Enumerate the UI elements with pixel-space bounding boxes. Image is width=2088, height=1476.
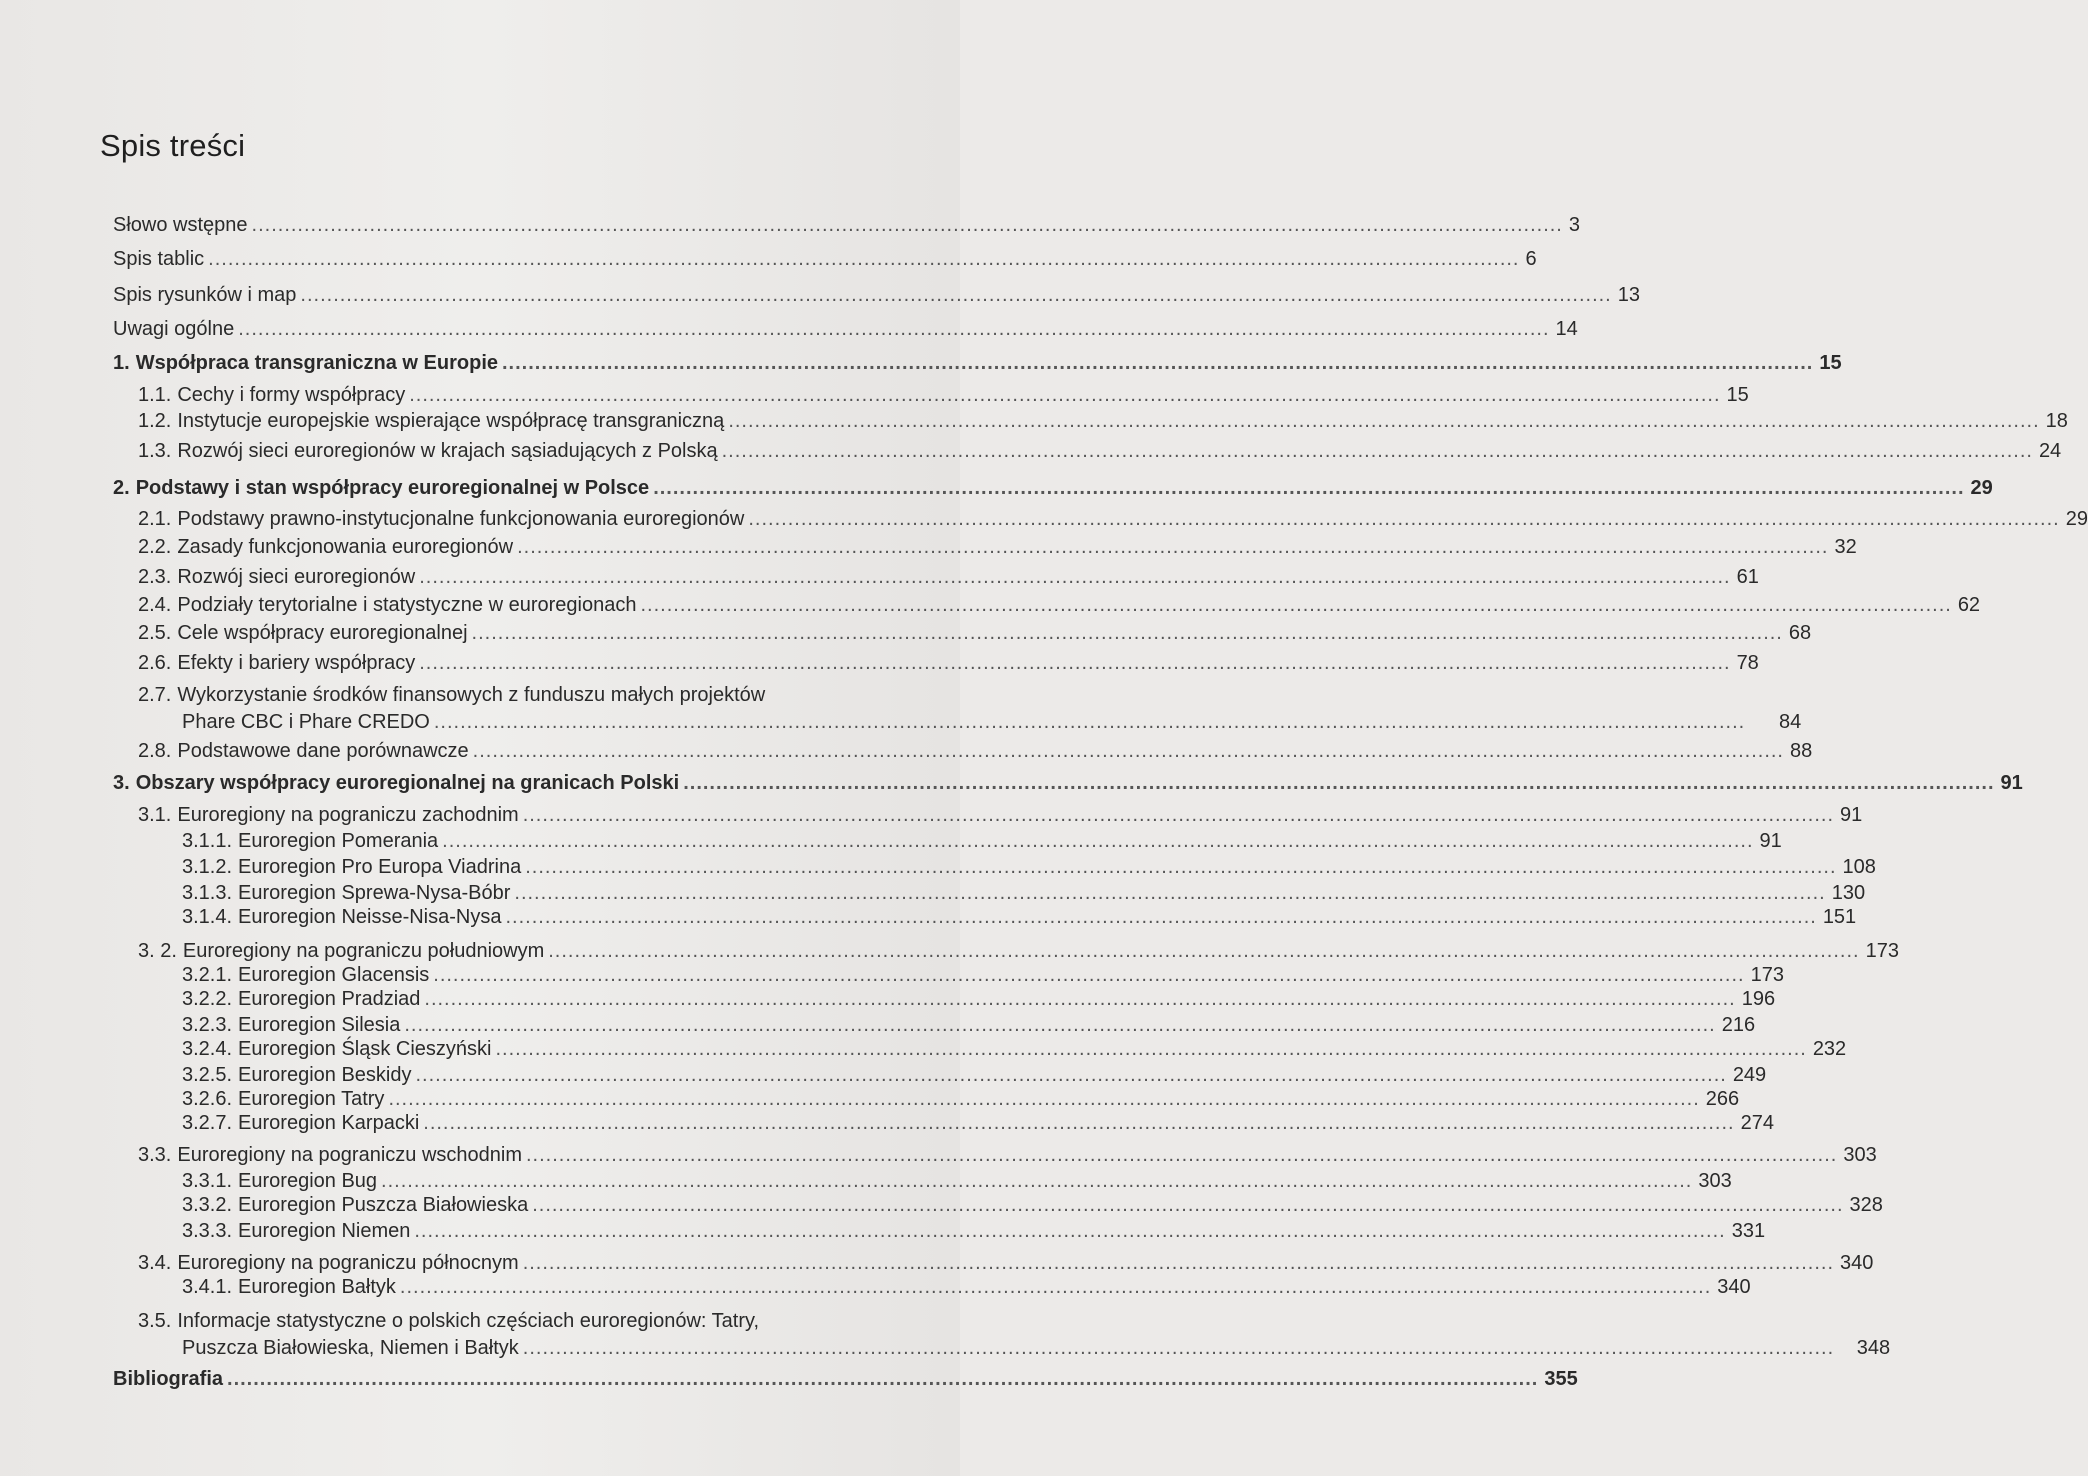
leader-dots: [505, 906, 1816, 929]
toc-page-number: 62: [1957, 594, 1981, 616]
leader-dots: [640, 594, 1951, 617]
leader-dots: [409, 384, 1720, 407]
toc-number: 2.8.: [138, 740, 172, 762]
toc-entry: [138, 384, 1749, 407]
toc-title: Euroregiony na pograniczu zachodnim: [177, 804, 519, 826]
toc-number: 3.2.1.: [182, 964, 233, 986]
toc-title: Euroregion Glacensis: [238, 964, 430, 986]
toc-entry: [138, 1144, 1877, 1167]
toc-page-number: 61: [1736, 566, 1759, 588]
toc-entry: [113, 772, 2023, 795]
toc-title: Instytucje europejskie wspierające współpracę transgraniczną: [177, 410, 725, 432]
toc-page-number: 18: [2045, 410, 2068, 432]
toc-entry: [113, 318, 1578, 341]
toc-title: Euroregion Niemen: [238, 1220, 411, 1242]
toc-entry: [138, 440, 2062, 463]
toc-entry: [182, 1064, 1767, 1087]
leader-dots: [523, 1252, 1834, 1275]
toc-title: Euroregion Karpacki: [238, 1112, 420, 1134]
toc-title: Euroregion Silesia: [238, 1014, 401, 1036]
toc-entry: [182, 1194, 1883, 1217]
toc-title: Euroregion Pomerania: [238, 830, 439, 852]
toc-number: 3.1.4.: [182, 906, 233, 928]
toc-entry: [113, 214, 1580, 237]
toc-page-number: 266: [1705, 1088, 1740, 1110]
leader-dots: [526, 1144, 1837, 1167]
toc-title: Uwagi ogólne: [113, 318, 235, 340]
toc-page-number: 355: [1544, 1368, 1578, 1390]
toc-page-number: 249: [1732, 1064, 1767, 1086]
leader-dots: [415, 1064, 1726, 1087]
toc-title: Euroregiony na pograniczu południowym: [182, 940, 545, 962]
leader-dots: [722, 440, 2033, 463]
toc-title: Cechy i formy współpracy: [177, 384, 406, 406]
toc-title: Podstawy prawno-instytucjonalne funkcjonowania euroregionów: [177, 508, 745, 530]
leader-dots: [400, 1276, 1711, 1299]
toc-entry: [182, 1112, 1774, 1135]
toc-number: 3.3.3.: [182, 1220, 233, 1242]
toc-title: Euroregion Bałtyk: [238, 1276, 396, 1298]
toc-entry: [113, 477, 1993, 500]
leader-dots: [523, 1337, 1834, 1360]
toc-page-number: 274: [1740, 1112, 1774, 1134]
toc-number: 1.2.: [138, 410, 172, 432]
toc-title: Efekty i bariery współpracy: [177, 652, 416, 674]
leader-dots: [442, 830, 1753, 853]
toc-page-number: 14: [1555, 318, 1578, 340]
toc-number: 3.: [113, 772, 130, 794]
toc-number: 3.1.2.: [182, 856, 233, 878]
toc-number: 2.4.: [138, 594, 172, 616]
toc-entry: [138, 536, 1857, 559]
toc-page-number: 88: [1789, 740, 1813, 762]
toc-entry: [138, 1252, 1874, 1275]
toc-number: 2.2.: [138, 536, 172, 558]
toc-number: 3.4.: [138, 1252, 172, 1274]
toc-page-number: 173: [1865, 940, 1899, 962]
toc-page-number: 78: [1736, 652, 1759, 674]
toc-entry: [182, 1038, 1847, 1061]
page-title: Spis treści: [100, 128, 246, 163]
leader-dots: [728, 410, 2039, 433]
toc-number: 2.3.: [138, 566, 172, 588]
toc-entry: [182, 1276, 1751, 1299]
toc-entry: [138, 622, 1812, 645]
toc-title: Spis tablic: [113, 248, 205, 270]
toc-page-number: 303: [1843, 1144, 1877, 1166]
leader-dots: [424, 988, 1735, 1011]
toc-title: Słowo wstępne: [113, 214, 248, 236]
toc-title: Euroregiony na pograniczu wschodnim: [177, 1144, 522, 1166]
toc-number: 3.2.2.: [182, 988, 233, 1010]
toc-page-number: 331: [1731, 1220, 1766, 1242]
toc-number: 3.2.7.: [182, 1112, 233, 1134]
leader-dots: [414, 1220, 1725, 1243]
toc-entry: [182, 830, 1782, 853]
toc-page-number: 340: [1717, 1276, 1751, 1298]
leader-dots: [388, 1088, 1699, 1111]
toc-title-continued: Phare CBC i Phare CREDO: [182, 711, 430, 733]
toc-entry: [182, 1014, 1756, 1037]
toc-title: Euroregion Pro Europa Viadrina: [238, 856, 522, 878]
toc-number: 3.3.: [138, 1144, 172, 1166]
leader-dots: [525, 856, 1836, 879]
leader-dots: [419, 652, 1730, 675]
toc-title: Obszary współpracy euroregionalnej na granicach Polski: [135, 772, 680, 794]
toc-title-continued: Puszcza Białowieska, Niemen i Bałtyk: [182, 1337, 519, 1359]
toc-number: 3.3.1.: [182, 1170, 233, 1192]
toc-title: Euroregion Sprewa-Nysa-Bóbr: [238, 882, 511, 904]
leader-dots: [434, 711, 1745, 734]
toc-page-number: 15: [1819, 352, 1842, 374]
toc-page-number: 108: [1842, 856, 1876, 878]
toc-number: 3.1.3.: [182, 882, 233, 904]
leader-dots: [419, 566, 1730, 589]
leader-dots: [238, 318, 1549, 341]
leader-dots: [548, 940, 1859, 963]
leader-dots: [523, 804, 1834, 827]
toc-entry: [182, 1088, 1740, 1111]
toc-entry: [182, 1220, 1766, 1243]
toc-entry: [182, 856, 1876, 879]
toc-number: 3.1.1.: [182, 830, 233, 852]
toc-title: Cele współpracy euroregionalnej: [177, 622, 468, 644]
toc-title: Informacje statystyczne o polskich częściach euroregionów: Tatry,: [177, 1310, 760, 1332]
leader-dots: [472, 622, 1783, 645]
toc-page-number: 91: [1759, 830, 1782, 852]
toc-page-number: 348: [1856, 1337, 1891, 1359]
toc-number: 2.1.: [138, 508, 172, 530]
toc-number: 3.2.3.: [182, 1014, 233, 1036]
toc-title: Spis rysunków i map: [113, 284, 297, 306]
toc-title: Rozwój sieci euroregionów w krajach sąsiadujących z Polską: [177, 440, 718, 462]
toc-title: Rozwój sieci euroregionów: [177, 566, 416, 588]
leader-dots: [433, 964, 1744, 987]
toc-title: Podziały terytorialne i statystyczne w euroregionach: [177, 594, 637, 616]
toc-entry: [113, 284, 1640, 307]
leader-dots: [748, 508, 2059, 531]
leader-dots: [502, 352, 1813, 375]
toc-number: 2.5.: [138, 622, 172, 644]
toc-page-number: 68: [1788, 622, 1812, 644]
leader-dots: [208, 248, 1519, 271]
toc-page-number: 216: [1721, 1014, 1756, 1036]
toc-page-number: 130: [1831, 882, 1866, 904]
toc-page-number: 29: [2065, 508, 2088, 530]
toc-entry: [138, 804, 1863, 827]
toc-entry: [113, 352, 1842, 375]
toc-title: Podstawy i stan współpracy euroregionalnej w Polsce: [135, 477, 650, 499]
toc-entry: [138, 652, 1759, 675]
toc-number: 3.1.: [138, 804, 172, 826]
toc-title: Euroregion Neisse-Nisa-Nysa: [238, 906, 502, 928]
toc-entry: [182, 906, 1857, 929]
toc-page-number: 196: [1741, 988, 1776, 1010]
toc-page-number: 32: [1834, 536, 1857, 558]
toc-title: Euroregion Beskidy: [238, 1064, 412, 1086]
toc-title: Euroregion Pradziad: [238, 988, 421, 1010]
leader-dots: [381, 1170, 1692, 1193]
toc-page-number: 328: [1849, 1194, 1883, 1216]
toc-entry: [182, 988, 1776, 1011]
leader-dots: [252, 214, 1563, 237]
toc-number: 1.: [113, 352, 130, 374]
leader-dots: [532, 1194, 1843, 1217]
toc-page-number: 91: [2000, 772, 2023, 794]
toc-entry: [182, 964, 1784, 987]
toc-number: 3.2.4.: [182, 1038, 233, 1060]
toc-entry: [138, 410, 2068, 433]
toc-entry: [113, 1368, 1578, 1391]
leader-dots: [227, 1368, 1538, 1391]
toc-page-number: 151: [1822, 906, 1857, 928]
toc-entry: [138, 684, 1802, 734]
toc-title: Euroregion Śląsk Cieszyński: [238, 1038, 492, 1060]
toc-number: 3.4.1.: [182, 1276, 233, 1298]
toc-entry: [182, 1170, 1732, 1193]
toc-entry: [138, 566, 1759, 589]
toc-page-number: 3: [1568, 214, 1580, 236]
toc-page-number: 173: [1750, 964, 1784, 986]
toc-title: Współpraca transgraniczna w Europie: [135, 352, 498, 374]
toc-page-number: 13: [1617, 284, 1640, 306]
toc-entry: [113, 248, 1537, 271]
toc-entry: [138, 1310, 1891, 1360]
toc-page-number: 24: [2038, 440, 2062, 462]
toc-page-number: 6: [1525, 248, 1537, 270]
toc-entry: [138, 940, 1899, 963]
toc-number: 3.2.6.: [182, 1088, 233, 1110]
toc-number: 3.3.2.: [182, 1194, 233, 1216]
leader-dots: [300, 284, 1611, 307]
toc-number: 1.1.: [138, 384, 172, 406]
toc-page-number: 91: [1840, 804, 1863, 826]
toc-title: Euroregion Bug: [238, 1170, 378, 1192]
toc-page-number: 84: [1778, 711, 1802, 733]
leader-dots: [473, 740, 1784, 763]
toc-page-number: 15: [1726, 384, 1749, 406]
leader-dots: [423, 1112, 1734, 1135]
toc-title: Wykorzystanie środków finansowych z funduszu małych projektów: [177, 684, 766, 706]
toc-entry: [182, 882, 1866, 905]
leader-dots: [683, 772, 1994, 795]
leader-dots: [495, 1038, 1806, 1061]
toc-number: 3.5.: [138, 1310, 172, 1332]
toc-entry: [138, 740, 1813, 763]
toc-title: Euroregion Tatry: [238, 1088, 385, 1110]
toc-title: Euroregion Puszcza Białowieska: [238, 1194, 529, 1216]
leader-dots: [517, 536, 1828, 559]
toc-title: Podstawowe dane porównawcze: [177, 740, 469, 762]
toc-number: 2.7.: [138, 684, 172, 706]
toc-title: Zasady funkcjonowania euroregionów: [177, 536, 514, 558]
toc-number: 3. 2.: [138, 940, 177, 962]
toc-entry: [138, 508, 2088, 531]
toc-page-number: 232: [1812, 1038, 1847, 1060]
toc-number: 3.2.5.: [182, 1064, 233, 1086]
toc-entry: [138, 594, 1981, 617]
toc-number: 2.: [113, 477, 130, 499]
toc-page-number: 29: [1970, 477, 1993, 499]
leader-dots: [514, 882, 1825, 905]
toc-number: 2.6.: [138, 652, 172, 674]
toc-page-number: 340: [1840, 1252, 1874, 1274]
leader-dots: [653, 477, 1964, 500]
toc-number: 1.3.: [138, 440, 172, 462]
leader-dots: [404, 1014, 1715, 1037]
toc-title: Euroregiony na pograniczu północnym: [177, 1252, 519, 1274]
toc-title: Bibliografia: [113, 1368, 224, 1390]
toc-page-number: 303: [1698, 1170, 1732, 1192]
